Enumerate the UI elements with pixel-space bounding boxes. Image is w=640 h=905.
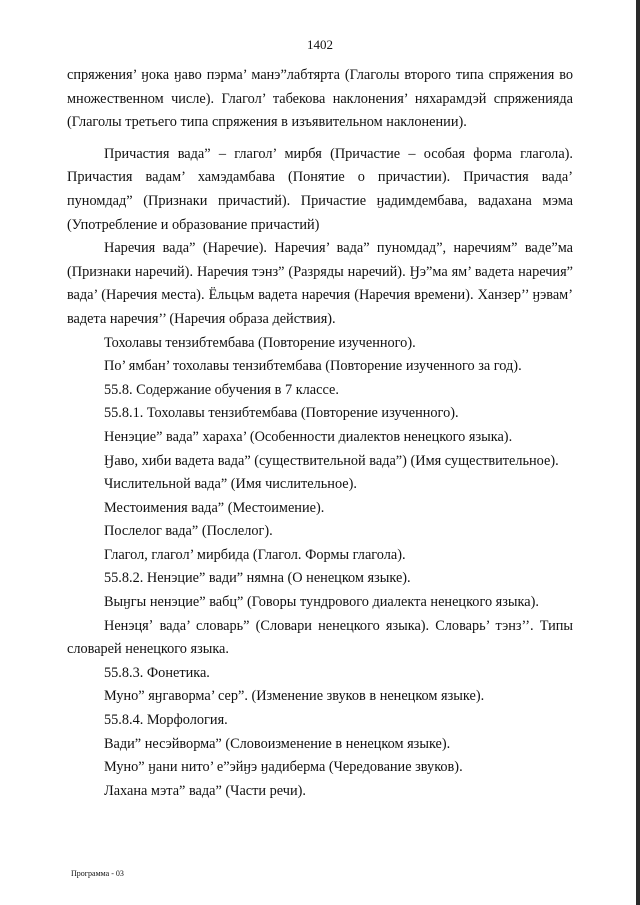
text-line: Послелог вада” (Послелог). — [104, 523, 273, 540]
text-line: Местоимения вада” (Местоимение). — [104, 499, 325, 516]
text-line: Тохолавы тензибтембава (Повторение изученного). — [104, 334, 416, 351]
subsection-heading: 55.8.4. Морфология. — [104, 712, 228, 729]
section-heading: 55.8. Содержание обучения в 7 классе. — [104, 381, 339, 398]
scan-edge-border — [636, 0, 640, 905]
text-line: Лахана мэта” вада” (Части речи). — [104, 782, 306, 799]
paragraph-dictionaries: Ненэцяʼ вада’ словарь” (Словари ненецкого языка). Словарь’ тэнз’’. Типы словарей ненецкого языка. — [67, 617, 573, 658]
paragraph-adverbs: Наречия вада” (Наречие). Наречия’ вада” пуномдад”, наречиям” ваде”ма (Признаки наречий). Наречия тэнз” (Разряды наречий). Ӈэ”ма ям’ вадета наречия” вада’ (Наречия места). Ёльцьм вадета наречия (Наречия времени). Ханзер’’ ӈэвам’ вадета наречия’’ (Наречия образа действия). — [67, 240, 573, 327]
document-body — [67, 64, 573, 803]
text-line: Глагол, глагол’ мирбида (Глагол. Формы глагола). — [104, 546, 406, 563]
text-line: Ненэцие” вада” хараха’ (Особенности диалектов ненецкого языка). — [104, 428, 513, 445]
page-footer: Программа - 03 — [71, 869, 124, 878]
text-line: По’ ямбан’ тохолавы тензибтембава (Повторение изученного за год). — [104, 358, 522, 375]
text-line: Выӈгы ненэцие” вабц” (Говоры тундрового диалекта ненецкого языка). — [104, 594, 539, 611]
subsection-heading: 55.8.3. Фонетика. — [104, 664, 210, 681]
text-line: Муно” яӈгаворма’ сер”. (Изменение звуков в ненецком языке). — [104, 688, 485, 705]
paragraph-participles: Причастия вада” – глагол’ мирбя (Причастие – особая форма глагола). Причастия вадам’ хамэдамбава (Понятие о причастии). Причастия вада’ пуномдад” (Признаки причастий). Причастие ӈадимдембава, вадахана мэма (Употребление и образование причастий) — [67, 145, 573, 233]
page-number: 1402 — [307, 37, 333, 52]
text-line: Муно” ӈани нито’ е”эйӈэ ӈадиберма (Чередование звуков). — [104, 759, 463, 776]
text-line: Вади” несэйворма” (Словоизменение в ненецком языке). — [104, 735, 451, 752]
text-line: Числительной вада” (Имя числительное). — [104, 476, 357, 493]
subsection-heading: 55.8.1. Тохолавы тензибтембава (Повторение изученного). — [104, 405, 459, 422]
subsection-heading: 55.8.2. Ненэцие” вади” нямна (О ненецком языке). — [104, 570, 411, 587]
paragraph-verb-conjugation: спряжения’ ӈока ӈаво пэрма’ манэ”лабтярта (Глаголы второго типа спряжения во множественном числе). Глагол’ табекова наклонения’ няхарамдэй спряженияда (Глаголы третьего типа спряжения в изъявительном наклонении). — [67, 67, 573, 131]
text-line: Ӈаво, хиби вадета вада” (существительной вада”) (Имя существительное). — [104, 452, 559, 469]
